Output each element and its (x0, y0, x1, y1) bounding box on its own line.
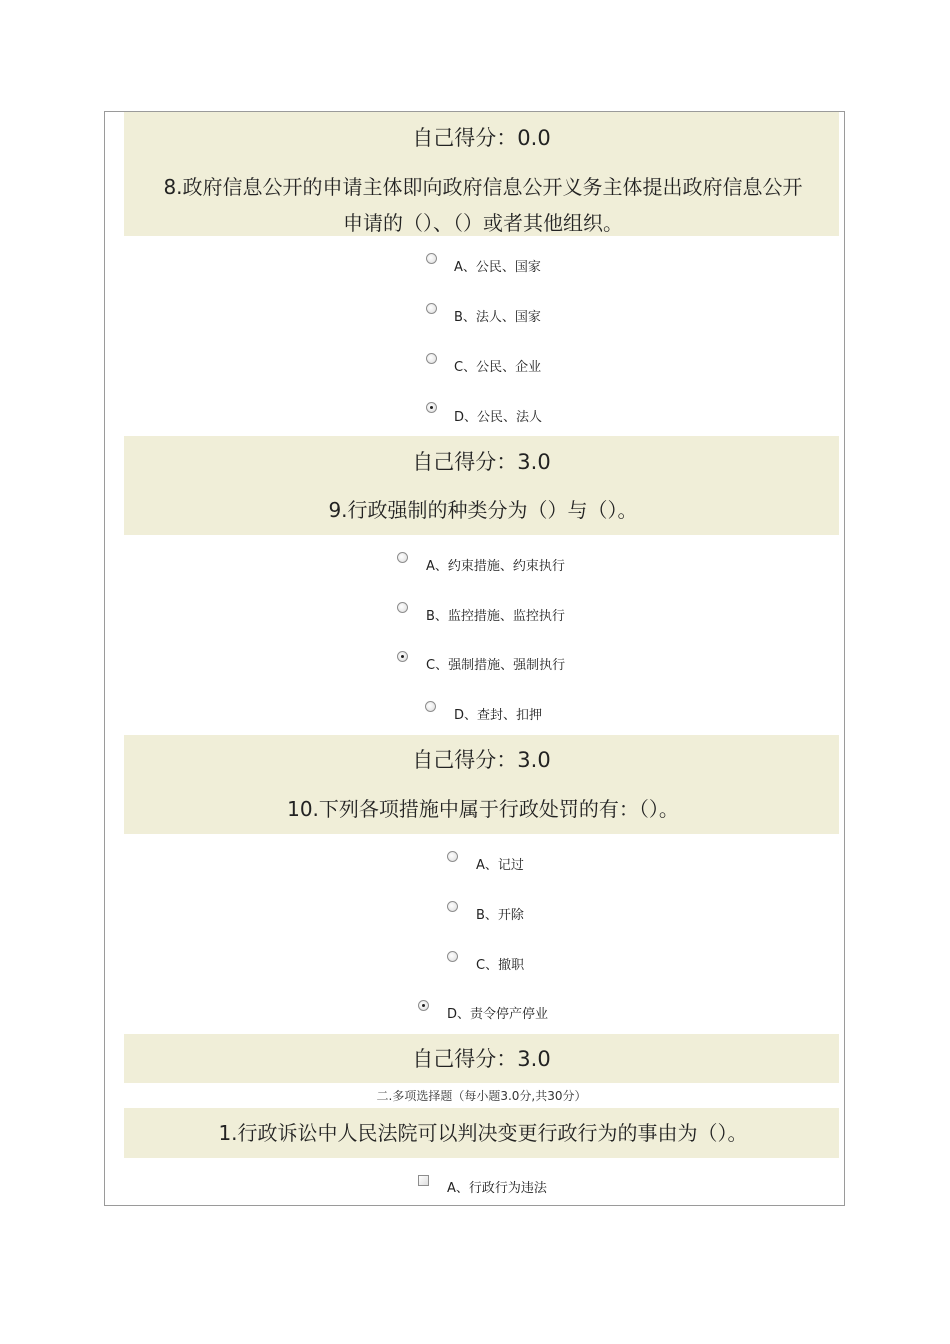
radio-q8-c[interactable] (426, 353, 437, 364)
score-label: 自己得分：3.0 (412, 1047, 551, 1071)
radio-q9-c[interactable] (397, 651, 408, 662)
option-q8-c: C、公民、企业 (454, 360, 542, 375)
checkbox-m1-a[interactable] (418, 1175, 429, 1186)
radio-q8-b[interactable] (426, 303, 437, 314)
radio-q10-c[interactable] (447, 951, 458, 962)
option-q10-d: D、责令停产停业 (447, 1007, 549, 1022)
option-q9-b: B、监控措施、监控执行 (426, 609, 565, 624)
option-q8-a: A、公民、国家 (454, 260, 541, 275)
option-q9-c: C、强制措施、强制执行 (426, 658, 566, 673)
option-q10-a: A、记过 (476, 858, 524, 873)
option-q10-c: C、撤职 (476, 958, 525, 973)
radio-q9-d[interactable] (425, 701, 436, 712)
radio-q8-a[interactable] (426, 253, 437, 264)
exam-frame (104, 111, 845, 1206)
question-9: 9.行政强制的种类分为（）与（）。 (328, 498, 638, 522)
option-q8-b: B、法人、国家 (454, 310, 541, 325)
score-label: 自己得分：3.0 (412, 450, 551, 474)
radio-q10-a[interactable] (447, 851, 458, 862)
option-q9-d: D、查封、扣押 (454, 708, 543, 723)
radio-q10-d[interactable] (418, 1000, 429, 1011)
score-label: 自己得分：0.0 (412, 126, 551, 150)
radio-q9-a[interactable] (397, 552, 408, 563)
option-q8-d: D、公民、法人 (454, 410, 543, 425)
radio-q9-b[interactable] (397, 602, 408, 613)
radio-q8-d[interactable] (426, 402, 437, 413)
section-title-multiple-choice: 二.多项选择题（每小题3.0分,共30分） (376, 1089, 587, 1103)
question-8-line2: 申请的（）、（）或者其他组织。 (343, 211, 623, 235)
question-10: 10.下列各项措施中属于行政处罚的有：（）。 (287, 797, 679, 821)
option-q9-a: A、约束措施、约束执行 (426, 559, 565, 574)
question-8-line1: 8.政府信息公开的申请主体即向政府信息公开义务主体提出政府信息公开 (163, 175, 803, 199)
question-m1: 1.行政诉讼中人民法院可以判决变更行政行为的事由为（）。 (218, 1121, 748, 1145)
option-m1-a: A、行政行为违法 (447, 1181, 547, 1196)
score-label: 自己得分：3.0 (412, 748, 551, 772)
radio-q10-b[interactable] (447, 901, 458, 912)
option-q10-b: B、开除 (476, 908, 524, 923)
